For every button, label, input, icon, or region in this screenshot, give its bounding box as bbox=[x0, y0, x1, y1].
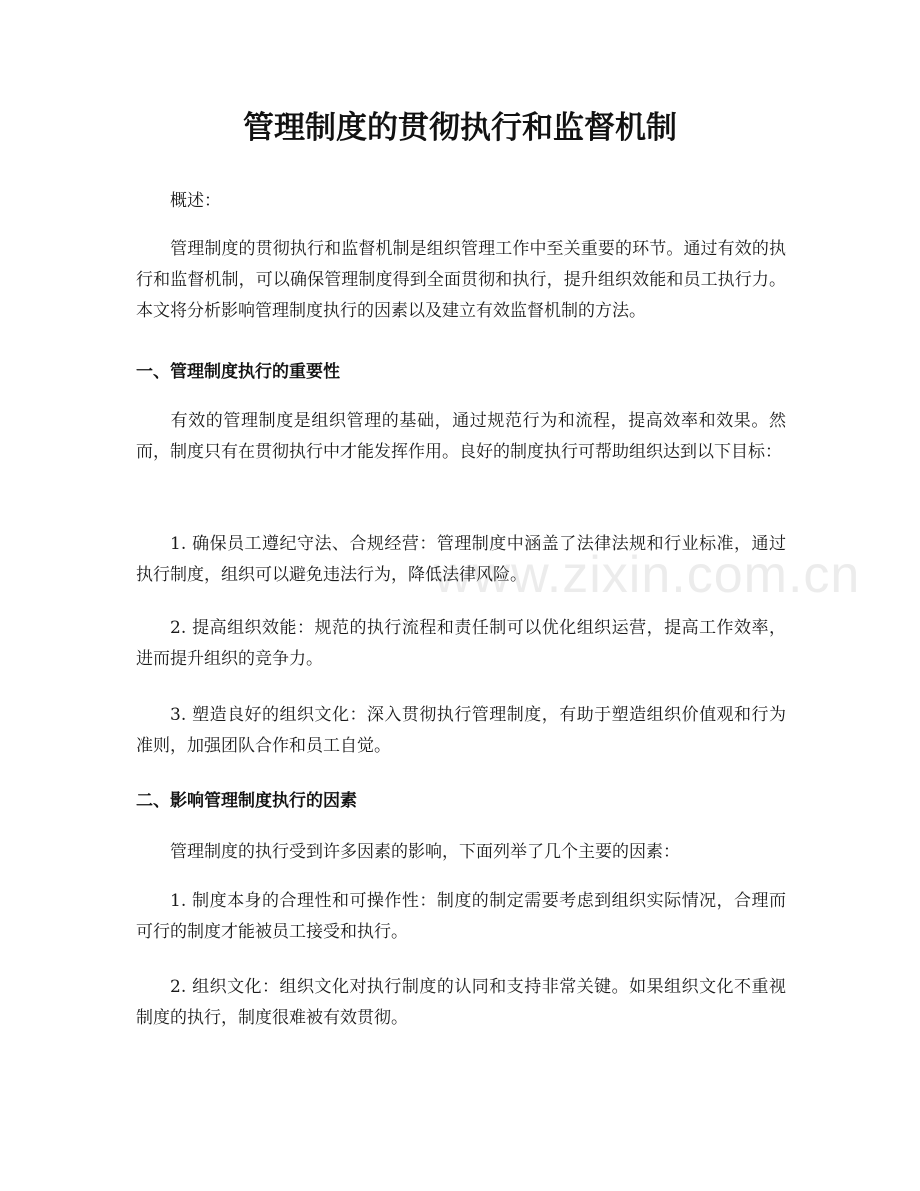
list-item-text: 2. 提高组织效能：规范的执行流程和责任制可以优化组织运营，提高工作效率，进而提升组织的竞争力。 bbox=[136, 618, 786, 669]
section-1-intro: 有效的管理制度是组织管理的基础，通过规范行为和流程，提高效率和效果。然而，制度只有在贯彻执行中才能发挥作用。良好的制度执行可帮助组织达到以下目标： bbox=[136, 411, 786, 462]
list-item-text: 2. 组织文化：组织文化对执行制度的认同和支持非常关键。如果组织文化不重视制度的执行，制度很难被有效贯彻。 bbox=[136, 977, 786, 1028]
section-2-heading: 二、影响管理制度执行的因素 bbox=[136, 791, 357, 811]
overview-label-paragraph bbox=[136, 186, 786, 217]
section-2-item-1 bbox=[136, 886, 786, 948]
overview-text: 管理制度的贯彻执行和监督机制是组织管理工作中至关重要的环节。通过有效的执行和监督机制，可以确保管理制度得到全面贯彻和执行，提升组织效能和员工执行力。本文将分析影响管理制度执行的因素以及建立有效监督机制的方法。 bbox=[136, 239, 786, 321]
section-1-intro-paragraph bbox=[136, 406, 786, 468]
list-item-text: 3. 塑造良好的组织文化：深入贯彻执行管理制度，有助于塑造组织价值观和行为准则，加强团队合作和员工自觉。 bbox=[136, 705, 786, 756]
section-2-item-2 bbox=[136, 972, 786, 1034]
overview-label: 概述： bbox=[170, 191, 221, 211]
section-1-item-3 bbox=[136, 700, 786, 762]
list-item-text: 1. 制度本身的合理性和可操作性：制度的制定需要考虑到组织实际情况，合理而可行的制度才能被员工接受和执行。 bbox=[136, 891, 786, 942]
document-title: 管理制度的贯彻执行和监督机制 bbox=[243, 110, 677, 146]
section-2-intro-paragraph bbox=[136, 837, 786, 868]
section-1-item-1 bbox=[136, 529, 786, 591]
section-1-heading: 一、管理制度执行的重要性 bbox=[136, 362, 340, 382]
section-2-intro: 管理制度的执行受到许多因素的影响，下面列举了几个主要的因素： bbox=[170, 842, 680, 862]
list-item-text: 1. 确保员工遵纪守法、合规经营：管理制度中涵盖了法律法规和行业标准，通过执行制度，组织可以避免违法行为，降低法律风险。 bbox=[136, 534, 786, 585]
watermark: www.zixin.com.cn bbox=[434, 546, 861, 604]
section-1-item-2 bbox=[136, 613, 786, 675]
overview-paragraph bbox=[136, 234, 786, 327]
